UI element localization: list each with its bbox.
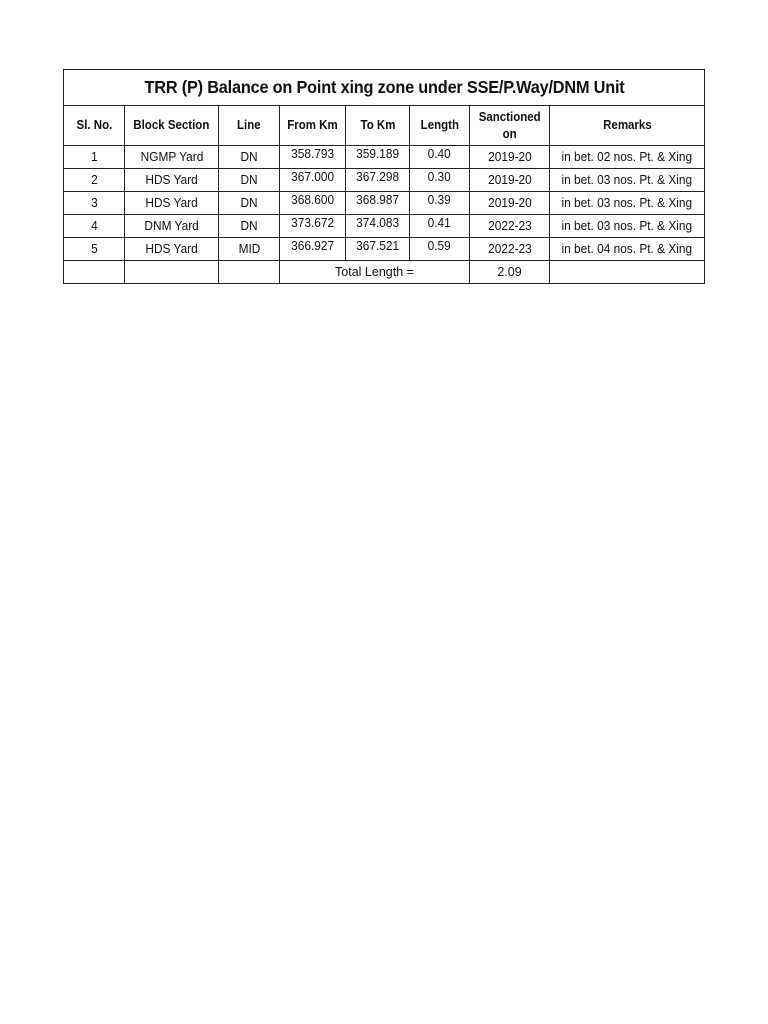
cell-remarks: in bet. 03 nos. Pt. & Xing bbox=[550, 192, 705, 215]
header-row bbox=[64, 106, 705, 146]
table-row bbox=[64, 215, 705, 238]
table-title: TRR (P) Balance on Point xing zone under SSE/P.Way/DNM Unit bbox=[144, 77, 625, 97]
title-row bbox=[64, 70, 705, 106]
cell-remarks: in bet. 04 nos. Pt. & Xing bbox=[550, 238, 705, 261]
cell-line: DN bbox=[219, 146, 280, 169]
empty-cell bbox=[219, 261, 280, 284]
cell-block-section: DNM Yard bbox=[125, 215, 219, 238]
header-length: Length bbox=[410, 106, 470, 146]
header-sl-no: Sl. No. bbox=[64, 106, 125, 146]
empty-cell bbox=[64, 261, 125, 284]
table-row bbox=[64, 192, 705, 215]
cell-block-section: HDS Yard bbox=[125, 192, 219, 215]
cell-line: MID bbox=[219, 238, 280, 261]
cell-remarks: in bet. 03 nos. Pt. & Xing bbox=[550, 169, 705, 192]
cell-length: 0.59 bbox=[410, 238, 470, 261]
header-remarks: Remarks bbox=[550, 106, 705, 146]
cell-length: 0.30 bbox=[410, 169, 470, 192]
cell-from-km: 366.927 bbox=[280, 238, 346, 261]
cell-sanctioned-on: 2019-20 bbox=[470, 169, 550, 192]
table-row bbox=[64, 146, 705, 169]
total-row bbox=[64, 261, 705, 284]
header-sanctioned-on: Sanctioned on bbox=[470, 106, 550, 146]
table-row bbox=[64, 238, 705, 261]
cell-line: DN bbox=[219, 215, 280, 238]
trr-balance-sheet bbox=[63, 69, 704, 284]
cell-sanctioned-on: 2022-23 bbox=[470, 215, 550, 238]
cell-sanctioned-on: 2022-23 bbox=[470, 238, 550, 261]
cell-from-km: 368.600 bbox=[280, 192, 346, 215]
header-line: Line bbox=[219, 106, 280, 146]
cell-to-km: 367.298 bbox=[346, 169, 410, 192]
cell-to-km: 367.521 bbox=[346, 238, 410, 261]
cell-remarks: in bet. 02 nos. Pt. & Xing bbox=[550, 146, 705, 169]
cell-sl-no: 2 bbox=[64, 169, 125, 192]
cell-sl-no: 3 bbox=[64, 192, 125, 215]
header-block-section: Block Section bbox=[125, 106, 219, 146]
cell-remarks: in bet. 03 nos. Pt. & Xing bbox=[550, 215, 705, 238]
cell-length: 0.41 bbox=[410, 215, 470, 238]
header-from-km: From Km bbox=[280, 106, 346, 146]
cell-to-km: 374.083 bbox=[346, 215, 410, 238]
header-to-km: To Km bbox=[346, 106, 410, 146]
total-length-value: 2.09 bbox=[497, 265, 522, 279]
cell-block-section: HDS Yard bbox=[125, 169, 219, 192]
cell-sl-no: 4 bbox=[64, 215, 125, 238]
cell-length: 0.39 bbox=[410, 192, 470, 215]
cell-from-km: 358.793 bbox=[280, 146, 346, 169]
cell-from-km: 373.672 bbox=[280, 215, 346, 238]
total-label-cell bbox=[280, 261, 470, 284]
cell-block-section: HDS Yard bbox=[125, 238, 219, 261]
cell-sanctioned-on: 2019-20 bbox=[470, 146, 550, 169]
cell-length: 0.40 bbox=[410, 146, 470, 169]
cell-to-km: 368.987 bbox=[346, 192, 410, 215]
cell-sanctioned-on: 2019-20 bbox=[470, 192, 550, 215]
cell-line: DN bbox=[219, 169, 280, 192]
cell-from-km: 367.000 bbox=[280, 169, 346, 192]
total-length-label: Total Length = bbox=[335, 265, 414, 279]
cell-sl-no: 5 bbox=[64, 238, 125, 261]
table-row bbox=[64, 169, 705, 192]
empty-cell bbox=[550, 261, 705, 284]
cell-block-section: NGMP Yard bbox=[125, 146, 219, 169]
cell-line: DN bbox=[219, 192, 280, 215]
cell-sl-no: 1 bbox=[64, 146, 125, 169]
trr-balance-table bbox=[63, 69, 705, 284]
table-title-cell bbox=[86, 70, 682, 106]
empty-cell bbox=[125, 261, 219, 284]
cell-to-km: 359.189 bbox=[346, 146, 410, 169]
total-value-cell bbox=[470, 261, 550, 284]
